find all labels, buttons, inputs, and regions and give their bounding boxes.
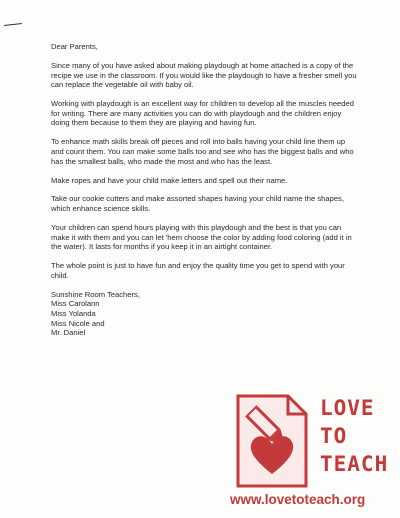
logo-word-teach: TEACH: [320, 452, 389, 476]
paragraph-recipe: Since many of you have asked about making playdough at home attached is a copy of the recipe we use in the classroom. If you would like the playdough to have a fresher smell you can replace the vegetable oil with baby oil.: [51, 60, 357, 90]
paragraph-fun: The whole point is just to have fun and enjoy the quality time you get to spend with your child.: [51, 261, 345, 280]
greeting: Dear Parents,: [51, 42, 98, 51]
signature-line: Miss Nicole and: [51, 318, 105, 328]
pen-mark: [4, 23, 22, 26]
signature-block: [51, 290, 357, 338]
paragraph-shapes: Take our cookie cutters and make assorted shapes having your child name the shapes, which enhance science skills.: [51, 194, 344, 214]
paragraph-math: To enhance math skills break off pieces and roll into balls having your child line them up and count them. You can make some balls too and see who has the biggest balls and who has the smallest balls, who made the most and who has the least.: [51, 137, 354, 166]
pencil-heart-icon: [226, 392, 316, 490]
paragraph-muscles: Working with playdough is an excellent way for children to develop all the muscles needed for writing. There are many activities you can do with playdough and the children enjoy doing them because to them they are playing and having fun.: [51, 99, 354, 128]
logo-url-link[interactable]: www.lovetoteach.org: [230, 492, 366, 507]
logo-word-love: LOVE: [320, 396, 375, 420]
signature-line: Mr. Daniel: [51, 328, 86, 338]
letter-body: [51, 42, 357, 338]
signature-line: Miss Yolanda: [51, 309, 96, 318]
signature-line: Miss Carolann: [51, 299, 100, 309]
paragraph-color: Your children can spend hours playing with this playdough and the best is that you can make it with them and you can let 'hem choose the color by adding food coloring (add it in the water). It lasts for months if you keep it in an airtight container.: [51, 223, 352, 252]
logo-word-to: TO: [320, 424, 348, 448]
paragraph-ropes: Make ropes and have your child make letters and spell out their name.: [51, 175, 288, 185]
love-to-teach-logo: [226, 392, 396, 512]
signature-line: Sunshine Room Teachers,: [51, 289, 140, 299]
